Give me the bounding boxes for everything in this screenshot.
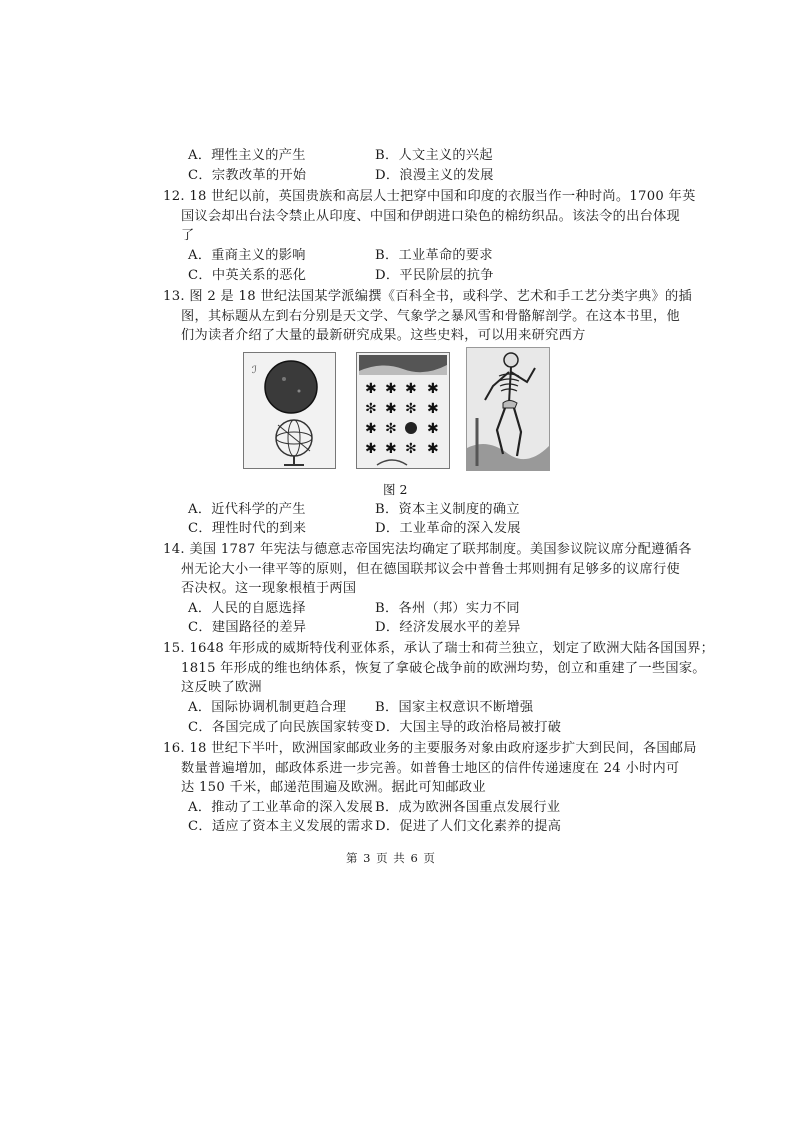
- svg-text:ℐ: ℐ: [252, 365, 257, 376]
- q16-line-3: 达 150 千米，邮递范围遍及欧洲。据此可知邮政业: [181, 780, 486, 795]
- astronomy-illustration: [243, 352, 336, 469]
- q12-line-1: 12. 18 世纪以前，英国贵族和高层人士把穿中国和印度的衣服当作一种时尚。1700 年英: [163, 189, 696, 204]
- svg-text:✻: ✻: [385, 421, 397, 437]
- q12-option-c: C．中英关系的恶化: [188, 268, 307, 283]
- svg-text:✱: ✱: [385, 401, 397, 417]
- q14-option-a: A．人民的自愿选择: [188, 601, 306, 616]
- q16-line-1: 16. 18 世纪下半叶，欧洲国家邮政业务的主要服务对象由政府逐步扩大到民间，各国邮局: [163, 741, 697, 756]
- q14-option-d: D．经济发展水平的差异: [375, 620, 521, 635]
- svg-text:✱: ✱: [385, 441, 397, 457]
- svg-text:✱: ✱: [405, 381, 417, 397]
- q16-option-a: A．推动了工业革命的深入发展: [188, 800, 374, 815]
- q13-option-a: A．近代科学的产生: [188, 502, 306, 517]
- meteorology-snowflakes-illustration: [356, 352, 450, 469]
- q13-option-b: B．资本主义制度的确立: [375, 502, 520, 517]
- prev-option-d: D．浪漫主义的发展: [375, 168, 494, 183]
- q12-line-2: 国议会却出台法令禁止从印度、中国和伊朗进口染色的棉纺织品。该法令的出台体现: [181, 209, 681, 224]
- q14-option-b: B．各州（邦）实力不同: [375, 601, 520, 616]
- q13-option-d: D．工业革命的深入发展: [375, 521, 521, 536]
- q13-line-2: 图，其标题从左到右分别是天文学、气象学之暴风雪和骨骼解剖学。在这本书里，他: [181, 309, 681, 324]
- figure-caption: 图 2: [383, 482, 408, 497]
- svg-text:✱: ✱: [365, 421, 377, 437]
- q16-option-b: B．成为欧洲各国重点发展行业: [375, 800, 561, 815]
- q13-line-3: 们为读者介绍了大量的最新研究成果。这些史料，可以用来研究西方: [181, 328, 586, 343]
- prev-option-a: A．理性主义的产生: [188, 148, 306, 163]
- svg-text:✱: ✱: [365, 381, 377, 397]
- q15-option-d: D．大国主导的政治格局被打破: [375, 720, 562, 735]
- q14-option-c: C．建国路径的差异: [188, 620, 307, 635]
- q15-option-b: B．国家主权意识不断增强: [375, 700, 534, 715]
- q15-option-c: C．各国完成了向民族国家转变: [188, 720, 374, 735]
- svg-text:✻: ✻: [405, 401, 417, 417]
- q15-line-2: 1815 年形成的维也纳体系，恢复了拿破仑战争前的欧洲均势，创立和重建了一些国家。: [181, 661, 706, 676]
- q12-option-d: D．平民阶层的抗争: [375, 268, 494, 283]
- q16-option-d: D．促进了人们文化素养的提高: [375, 819, 562, 834]
- q14-line-2: 州无论大小一律平等的原则，但在德国联邦议会中普鲁士邦则拥有足够多的议席行使: [181, 562, 681, 577]
- svg-text:✻: ✻: [405, 441, 417, 457]
- q14-line-1: 14. 美国 1787 年宪法与德意志帝国宪法均确定了联邦制度。美国参议院议席分配遵循各: [163, 542, 692, 557]
- q12-option-a: A．重商主义的影响: [188, 248, 306, 263]
- q13-line-1: 13. 图 2 是 18 世纪法国某学派编撰《百科全书，或科学、艺术和手工艺分类字典》的插: [163, 289, 692, 304]
- q12-option-b: B．工业革命的要求: [375, 248, 493, 263]
- q12-line-3: 了: [181, 228, 195, 243]
- svg-text:✱: ✱: [427, 381, 439, 397]
- prev-option-c: C．宗教改革的开始: [188, 168, 307, 183]
- svg-text:✱: ✱: [427, 401, 439, 417]
- q15-line-1: 15. 1648 年形成的威斯特伐利亚体系，承认了瑞士和荷兰独立，划定了欧洲大陆各国国界；: [163, 641, 715, 656]
- q13-option-c: C．理性时代的到来: [188, 521, 307, 536]
- svg-text:✱: ✱: [385, 381, 397, 397]
- q15-option-a: A．国际协调机制更趋合理: [188, 700, 347, 715]
- skeleton-anatomy-illustration: [466, 347, 550, 471]
- prev-option-b: B．人文主义的兴起: [375, 148, 493, 163]
- q16-option-c: C．适应了资本主义发展的需求: [188, 819, 374, 834]
- svg-text:✱: ✱: [427, 441, 439, 457]
- svg-text:✱: ✱: [427, 421, 439, 437]
- svg-text:✱: ✱: [365, 441, 377, 457]
- q15-line-3: 这反映了欧洲: [181, 680, 262, 695]
- page-number-footer: 第 3 页 共 6 页: [346, 851, 436, 865]
- svg-text:✻: ✻: [365, 401, 377, 417]
- q16-line-2: 数量普遍增加，邮政体系进一步完善。如普鲁士地区的信件传递速度在 24 小时内可: [181, 761, 680, 776]
- q14-line-3: 否决权。这一现象根植于两国: [181, 581, 357, 596]
